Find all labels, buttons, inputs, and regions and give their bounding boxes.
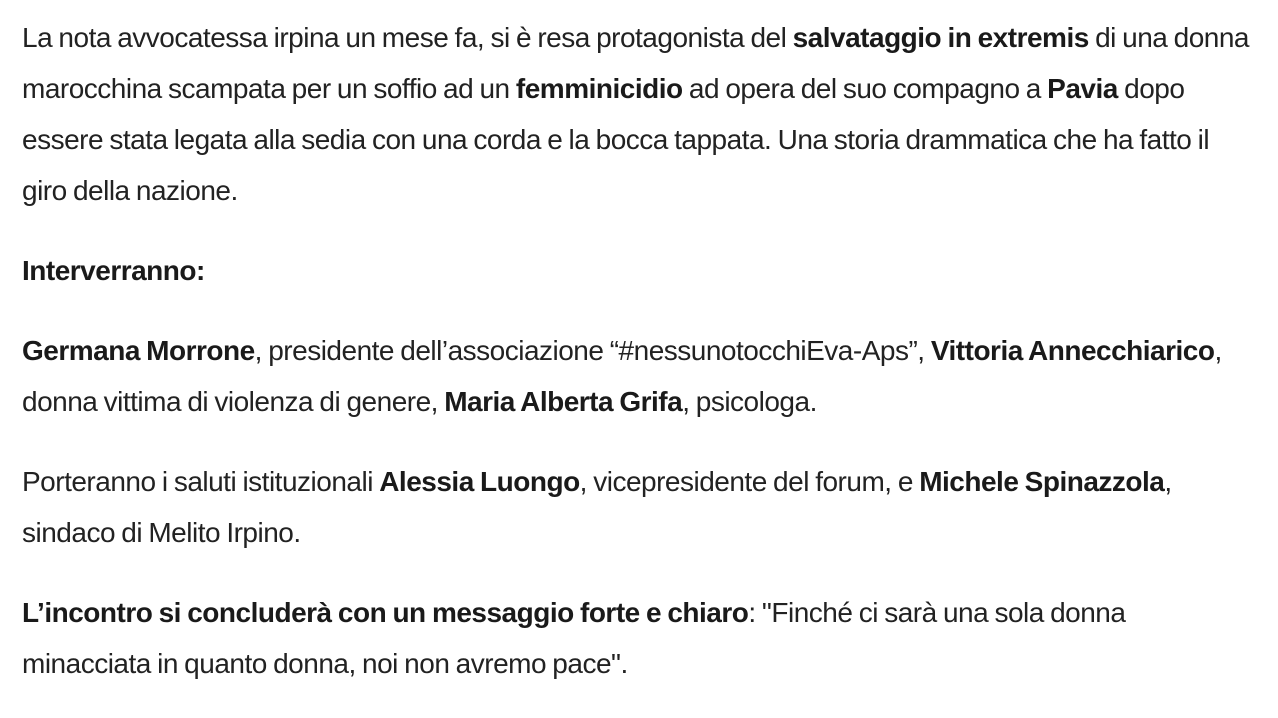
bold-text: Maria Alberta Grifa [444,386,683,417]
heading-text: Interverranno: [22,255,205,286]
text-span: , vicepresidente del forum, e [579,466,920,497]
text-span: Porteranno i saluti istituzionali [22,466,380,497]
text-span: , donna vittima di violenza di genere, [22,335,1222,417]
paragraph-closing [22,587,1258,689]
text-span: La nota avvocatessa irpina un mese fa, si è resa protagonista del [22,22,793,53]
article-body [22,12,1258,718]
text-span: , presidente dell’associazione “#nessunotocchiEva-Aps”, [254,335,931,366]
bold-text: Michele Spinazzola [919,466,1165,497]
paragraph-speakers [22,325,1258,427]
paragraph-greetings [22,456,1258,558]
text-span: dopo essere stata legata alla sedia con una corda e la bocca tappata. Una storia drammatica che ha fatto il giro della nazione. [22,73,1210,206]
text-span: ad opera del suo compagno a [682,73,1048,104]
bold-text: femminicidio [515,73,683,104]
paragraph-intro [22,12,1258,216]
bold-text: salvataggio in extremis [792,22,1089,53]
bold-text: Germana Morrone [22,335,255,366]
speakers-heading [22,245,1258,296]
text-span: di una donna marocchina scampata per un soffio ad un [22,22,1250,104]
text-span: , psicologa. [682,386,817,417]
bold-text: Pavia [1047,73,1118,104]
bold-text: L’incontro si concluderà con un messaggio forte e chiaro [22,597,749,628]
bold-text: Vittoria Annecchiarico [930,335,1215,366]
text-span: , sindaco di Melito Irpino. [22,466,1172,548]
text-span: : "Finché ci sarà una sola donna minacciata in quanto donna, noi non avremo pace". [22,597,1126,679]
bold-text: Alessia Luongo [379,466,580,497]
